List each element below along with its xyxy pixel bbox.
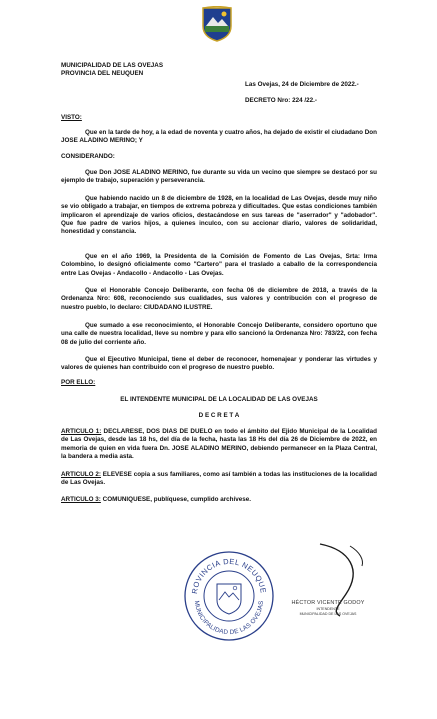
article-label: ARTICULO 3: — [61, 496, 101, 503]
article-text: COMUNIQUESE, publíquese, cumplido archívese. — [100, 496, 251, 503]
article-label: ARTICULO 2: — [61, 471, 101, 478]
signature-stamp — [288, 600, 368, 617]
decreta-line: D E C R E T A — [198, 412, 240, 419]
seal-bottom-text: MUNICIPALIDAD DE LAS OVEJAS — [192, 600, 266, 637]
svg-text:PROVINCIA DEL NEUQUEN — [183, 550, 268, 594]
signatory-org: MUNICIPALIDAD DE LAS OVEJAS — [299, 612, 357, 616]
por-ello-heading: POR ELLO: — [61, 379, 96, 386]
visto-text: Que en la tarde de hoy, a la edad de noventa y cuatro años, ha dejado de existir el ciudadano Don JOSE ALADINO MERINO; Y — [61, 129, 377, 145]
province-name: PROVINCIA DEL NEUQUEN — [61, 70, 144, 77]
considerando-paragraph: Que en el año 1969, la Presidenta de la Comisión de Fomento de Las Ovejas, Srta: Irma Colombino, lo designó oficialmente como "Cartero" para el traslado a caballo de la correspondencia entre Las Ovejas - Andacollo - Andacollo - Las Ovejas. — [61, 253, 377, 277]
decree-number: DECRETO Nro: 224 /22.- — [245, 97, 317, 104]
visto-heading: VISTO: — [61, 114, 82, 121]
official-seal-stamp — [183, 550, 275, 642]
considerando-paragraph: Que el Honorable Concejo Deliberante, con fecha 06 de diciembre de 2018, a través de la Ordenanza Nro: 608, reconociendo sus cualidades, sus valores y contribución con el progreso de nuestro pueblo, lo declaro: CIUDADANO ILUSTRE. — [61, 287, 377, 311]
article-3 — [61, 496, 377, 504]
considerando-paragraph: Que sumado a ese reconocimiento, el Honorable Concejo Deliberante, considero oportuno que una calle de nuestra localidad, lleve su nombre y para ello sancionó la Ordenanza Nro: 783/22, con fecha 08 de julio del corriente año. — [61, 322, 377, 346]
decree-date: Las Ovejas, 24 de Diciembre de 2022.- — [245, 81, 359, 88]
article-text: DECLARESE, DOS DIAS DE DUELO en todo el ámbito del Ejido Municipal de la Localidad de Las Ovejas, desde las 18 hs, del día de la fecha, hasta las 18 Hs del día 26 de Diciembre de 2022, en memoria de quien en vida fuera Dn. JOSE ALADINO MERINO, debiendo permanecer en la Plaza Central, la bandera a media asta. — [61, 428, 377, 460]
considerando-paragraph: Que habiendo nacido un 8 de diciembre de 1928, en la localidad de Las Ovejas, desde muy niño se vio obligado a trabajar, en tiempos de extrema pobreza y dificultades. Que estas condiciones también implicaron el aprendizaje de varios oficios, destacándose en sus tareas de "aserrador" y "adobador". Que fue padre de varios hijos, a quienes inculco, con su accionar diario, valores de solidaridad, honestidad y constancia. — [61, 195, 377, 236]
authority-line: EL INTENDENTE MUNICIPAL DE LA LOCALIDAD DE LAS OVEJAS — [120, 396, 318, 403]
seal-top-text: ROVINCIA DEL NEUQUE — [190, 556, 268, 595]
considerando-paragraph: Que el Ejecutivo Municipal, tiene el deber de reconocer, homenajear y ponderar las virtudes y valores de quienes han contribuido con el progreso de nuestro pueblo. — [61, 356, 377, 372]
considerando-heading: CONSIDERANDO: — [61, 153, 115, 160]
considerando-paragraph: Que Don JOSE ALADINO MERINO, fue durante su vida un vecino que siempre se destacó por su ejemplo de trabajo, superación y perseverancia. — [61, 169, 377, 185]
article-2 — [61, 471, 377, 488]
article-text: ELEVESE copia a sus familiares, como así también a todas las instituciones de la localidad de Las Ovejas. — [61, 471, 377, 487]
signatory-name: HÉCTOR VICENTE GODOY — [291, 600, 365, 606]
svg-text:MUNICIPALIDAD DE LAS OVEJAS — [193, 600, 265, 636]
signatory-title: INTENDENTE — [316, 607, 340, 611]
article-1 — [61, 428, 377, 461]
municipal-crest-logo — [200, 6, 234, 42]
article-label: ARTICULO 1: — [61, 428, 102, 435]
org-name: MUNICIPALIDAD DE LAS OVEJAS — [61, 62, 164, 69]
